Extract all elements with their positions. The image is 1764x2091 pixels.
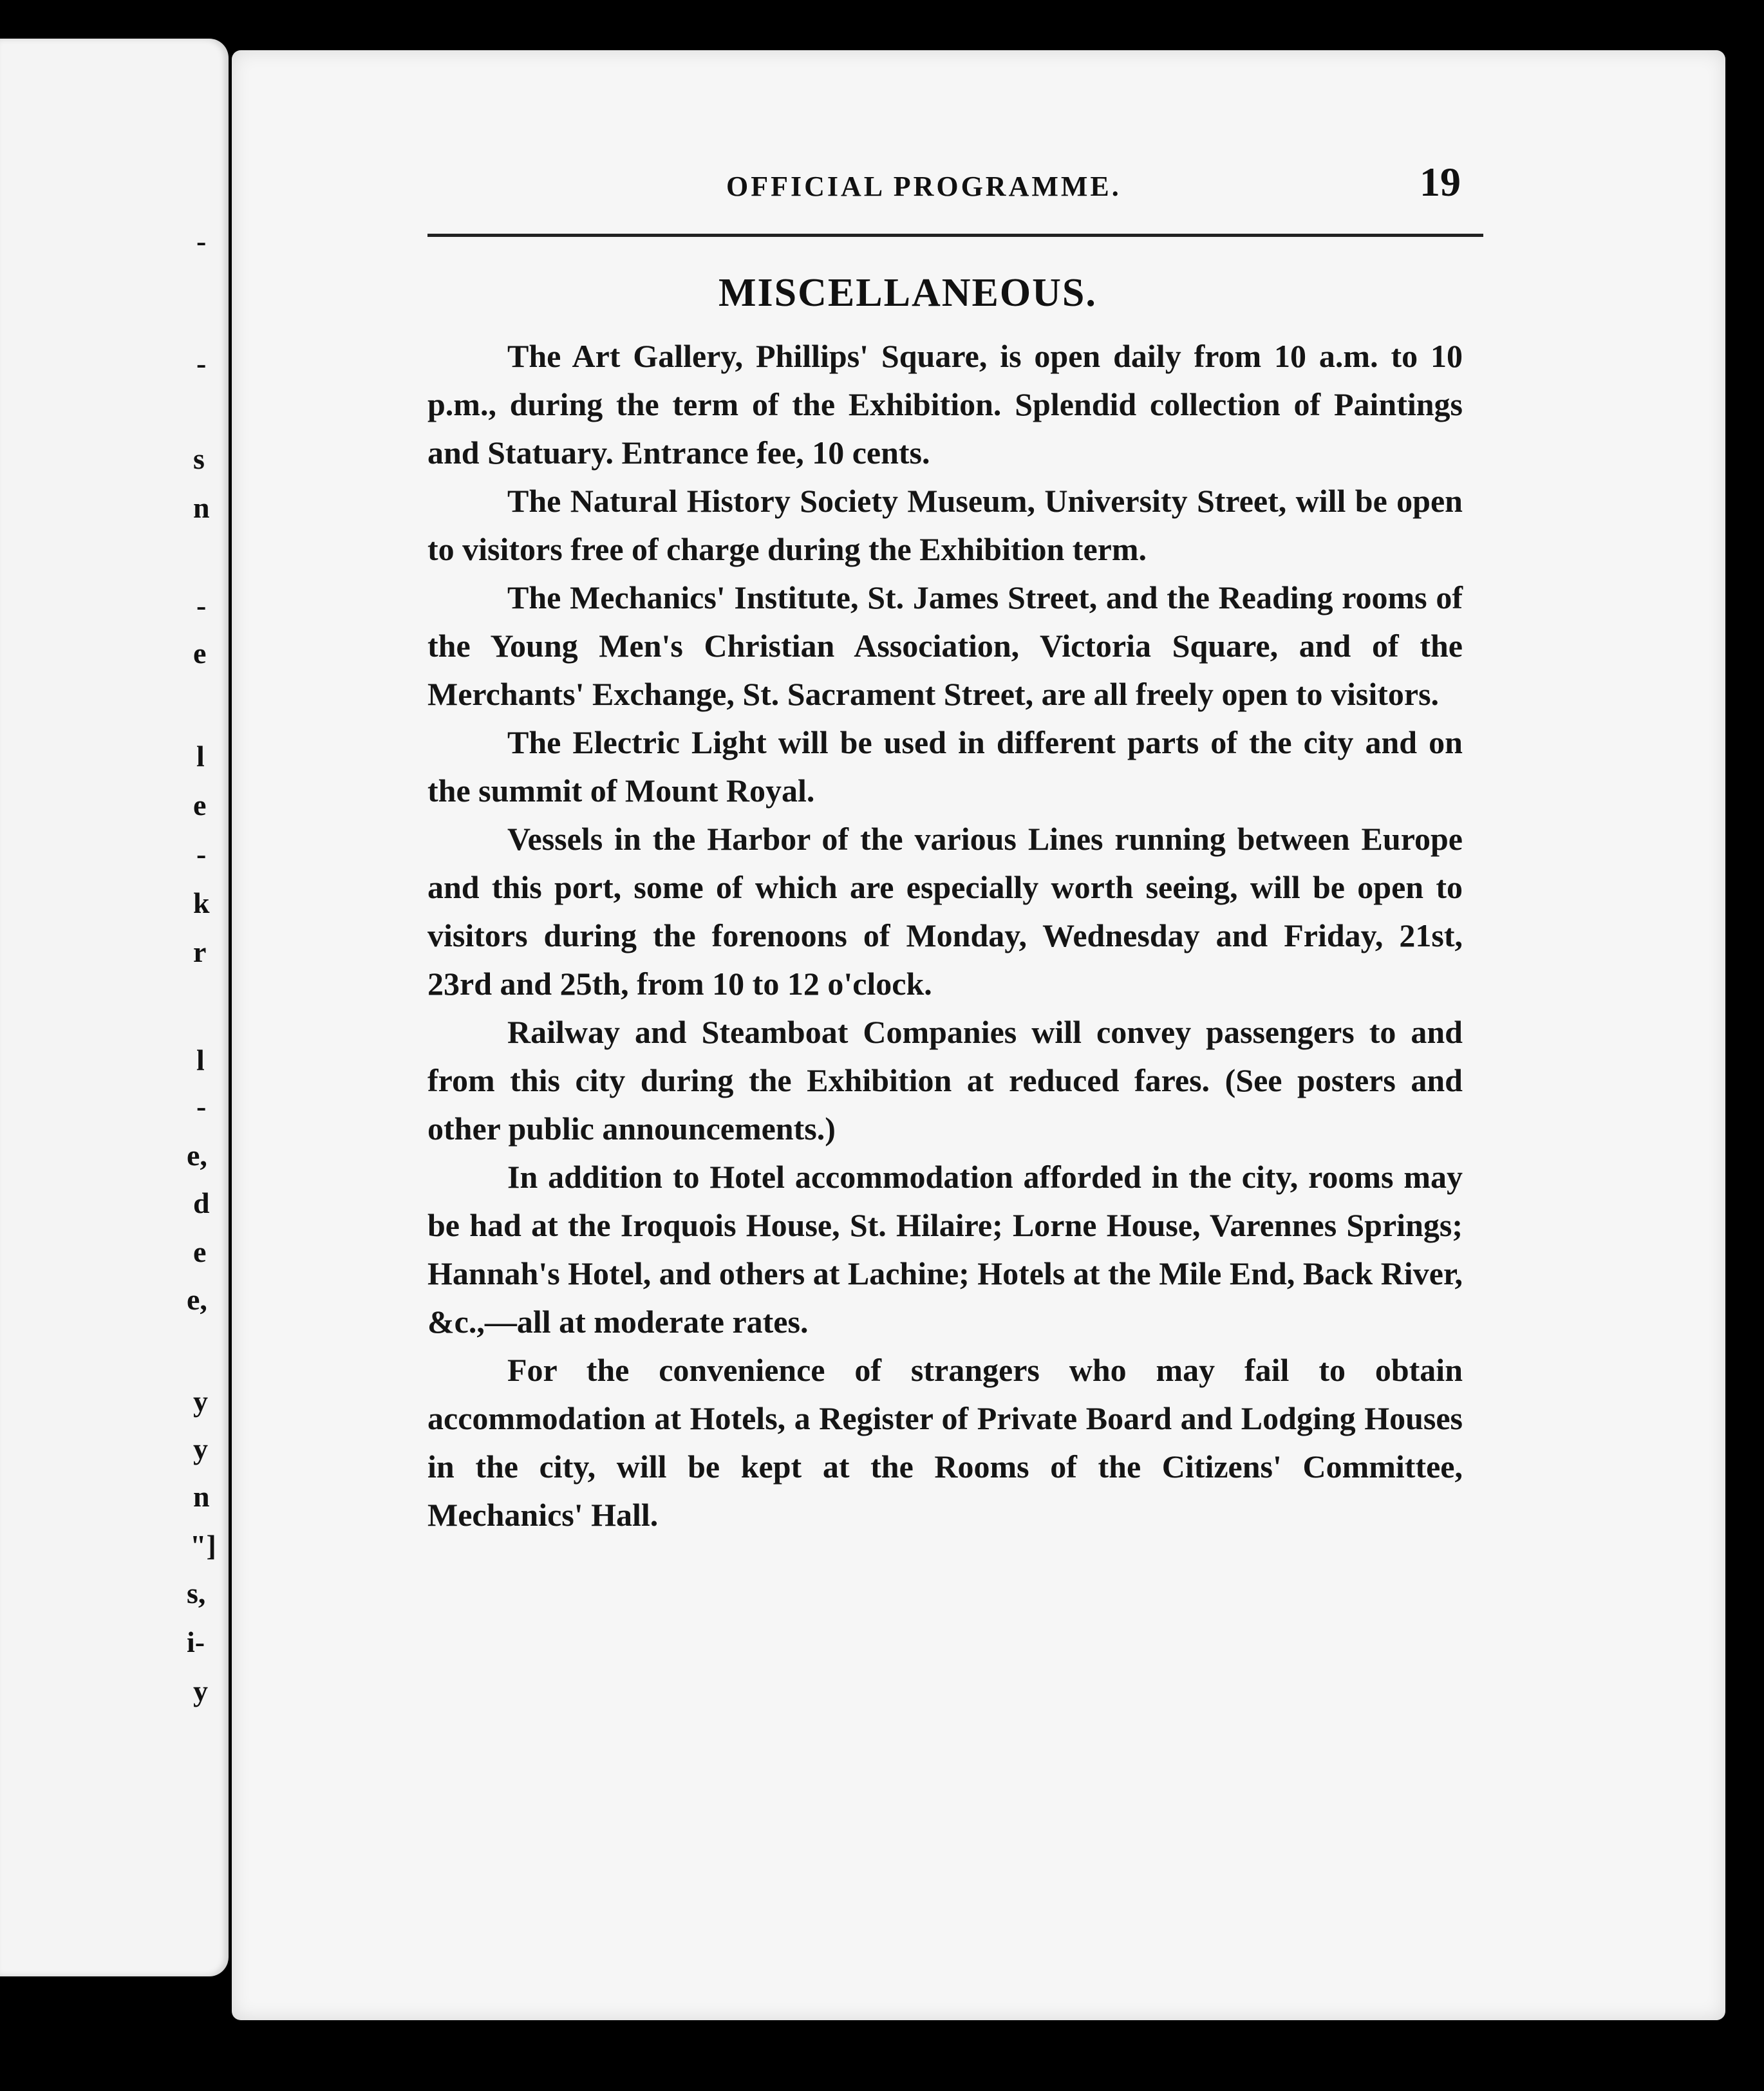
margin-fragment: y bbox=[193, 1385, 208, 1418]
margin-fragment: l bbox=[196, 740, 205, 773]
margin-fragment: n bbox=[193, 491, 210, 524]
margin-fragment: n bbox=[193, 1480, 210, 1513]
margin-fragment: e, bbox=[187, 1139, 207, 1172]
page-number: 19 bbox=[1420, 159, 1461, 205]
running-header-title: OFFICIAL PROGRAMME. bbox=[726, 171, 1121, 202]
paragraph-vessels: Vessels in the Harbor of the various Lines running between Europe and this port, some of which are especially worth seeing, will be open to visitors during the forenoons of Monday, Wednesday and Friday, 21st, 23rd and 25th, from 10 to 12 o'clock. bbox=[427, 821, 1463, 1002]
margin-fragment: - bbox=[196, 1090, 207, 1123]
margin-fragment: y bbox=[193, 1432, 208, 1465]
paragraph-natural-history: The Natural History Society Museum, University Street, will be open to visitors free of charge during the Exhibition term. bbox=[427, 483, 1463, 567]
margin-fragment: i- bbox=[187, 1626, 205, 1658]
paragraph-art-gallery: The Art Gallery, Phillips' Square, is open daily from 10 a.m. to 10 p.m., during the term of the Exhibition. Splendid collection of Paintings and Statuary. Entrance fee, 10 cents. bbox=[427, 338, 1463, 471]
margin-fragment: "] bbox=[190, 1529, 216, 1562]
margin-fragment: y bbox=[193, 1674, 208, 1707]
paragraph-mechanics-institute: The Mechanics' Institute, St. James Street, and the Reading rooms of the Young Men's Christian Association, Victoria Square, and of the Merchants' Exchange, St. Sacrament Street, are all freely open to visitors. bbox=[427, 579, 1463, 712]
section-heading: MISCELLANEOUS. bbox=[718, 271, 1097, 315]
header-rule bbox=[427, 234, 1483, 237]
margin-fragment: e bbox=[193, 1235, 207, 1268]
margin-fragment: s, bbox=[187, 1577, 206, 1609]
left-page-edge bbox=[0, 39, 229, 1976]
paragraph-railway: Railway and Steamboat Companies will convey passengers to and from this city during the Exhibition at reduced fares. (See posters and other public announcements.) bbox=[427, 1014, 1463, 1147]
margin-fragment: e bbox=[193, 637, 207, 670]
margin-fragment: - bbox=[196, 347, 207, 380]
margin-fragment: e bbox=[193, 789, 207, 821]
margin-fragment: r bbox=[193, 935, 207, 968]
paragraph-register: For the convenience of strangers who may fail to obtain accommodation at Hotels, a Register of Private Board and Lodging Houses in the city, will be kept at the Rooms of the Citizens' Committee, Mechanics' Hall. bbox=[427, 1352, 1463, 1533]
margin-fragment: l bbox=[196, 1044, 205, 1076]
margin-fragment: - bbox=[196, 838, 207, 870]
margin-fragment: k bbox=[193, 886, 210, 919]
paragraph-hotels: In addition to Hotel accommodation afforded in the city, rooms may be had at the Iroquois House, St. Hilaire; Lorne House, Varennes Springs; Hannah's Hotel, and others at Lachine; Hotels at the Mile End, Back River, &c.,—all at moderate rates. bbox=[427, 1159, 1463, 1340]
paragraph-electric-light: The Electric Light will be used in different parts of the city and on the summit of Mount Royal. bbox=[427, 724, 1463, 809]
margin-fragment: - bbox=[196, 225, 207, 258]
margin-fragment: d bbox=[193, 1186, 210, 1219]
article-body bbox=[427, 332, 1463, 1539]
margin-fragment: - bbox=[196, 589, 207, 622]
margin-fragment: s bbox=[193, 442, 205, 475]
margin-fragment: e, bbox=[187, 1283, 207, 1316]
